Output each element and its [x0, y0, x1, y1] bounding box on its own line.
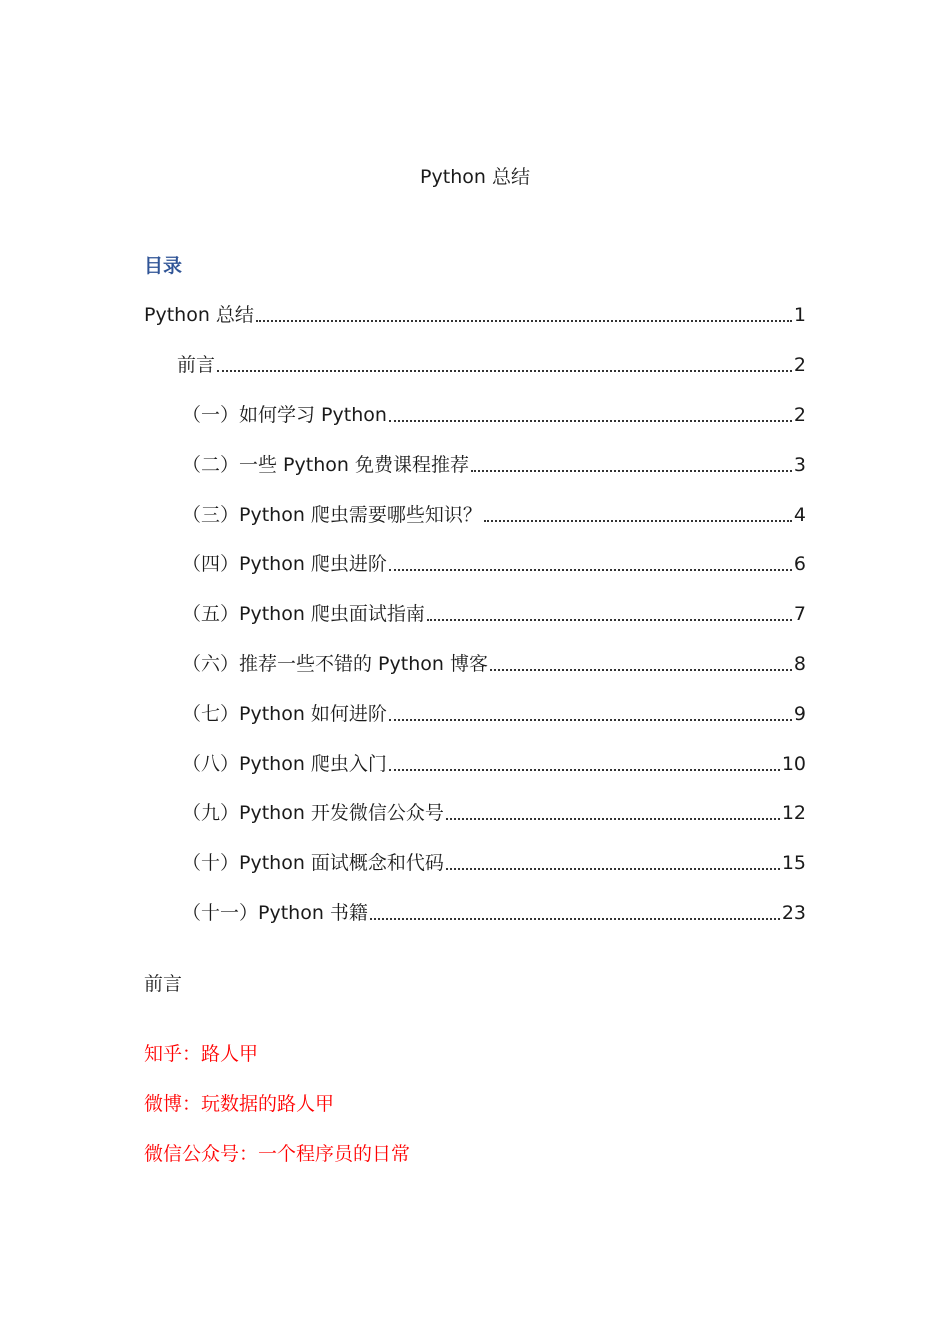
toc-entry-page: 6 — [793, 553, 806, 575]
toc-entry-label: （五）Python 爬虫面试指南 — [182, 603, 425, 625]
toc-entry-label: （二）一些 Python 免费课程推荐 — [182, 454, 469, 476]
toc-leader-dots — [256, 320, 792, 322]
toc-entry-page: 1 — [793, 304, 806, 326]
toc-entry[interactable] — [182, 849, 806, 877]
toc-entry[interactable] — [182, 700, 806, 728]
toc-entry-label: （六）推荐一些不错的 Python 博客 — [182, 653, 488, 675]
toc-entry-page: 12 — [781, 802, 806, 824]
toc-entry-page: 23 — [781, 902, 806, 924]
toc-entry[interactable] — [182, 600, 806, 628]
toc-entry-page: 15 — [781, 852, 806, 874]
toc-entry-label: （九）Python 开发微信公众号 — [182, 802, 444, 824]
toc-entry-page: 10 — [781, 753, 806, 775]
toc-leader-dots — [427, 619, 792, 621]
toc-leader-dots — [389, 569, 792, 571]
toc-leader-dots — [490, 669, 792, 671]
toc-entry[interactable] — [182, 451, 806, 479]
toc-entry[interactable] — [182, 501, 806, 529]
toc-leader-dots — [389, 769, 780, 771]
document-title: Python 总结 — [420, 166, 530, 188]
toc-entry[interactable] — [182, 899, 806, 927]
contact-zhihu: 知乎：路人甲 — [144, 1043, 259, 1065]
toc-entry[interactable] — [182, 650, 806, 678]
toc-entry-page: 8 — [793, 653, 806, 675]
toc-entry-label: （三）Python 爬虫需要哪些知识？ — [182, 504, 482, 526]
toc-entry-page: 9 — [793, 703, 806, 725]
toc-entry-label: （一）如何学习 Python — [182, 404, 387, 426]
contact-wechat: 微信公众号：一个程序员的日常 — [144, 1143, 411, 1165]
toc-entry[interactable] — [182, 401, 806, 429]
toc-leader-dots — [484, 520, 792, 522]
toc-entry[interactable] — [182, 550, 806, 578]
toc-entry[interactable] — [182, 750, 806, 778]
toc-leader-dots — [471, 470, 792, 472]
toc-entry-label: （十）Python 面试概念和代码 — [182, 852, 444, 874]
toc-entry-page: 7 — [793, 603, 806, 625]
contact-weibo: 微博：玩数据的路人甲 — [144, 1093, 335, 1115]
toc-entry-label: （十一）Python 书籍 — [182, 902, 368, 924]
toc-entry-page: 3 — [793, 454, 806, 476]
toc-entry-page: 2 — [793, 404, 806, 426]
toc-entry[interactable] — [177, 351, 806, 379]
toc-leader-dots — [389, 420, 792, 422]
toc-leader-dots — [446, 818, 780, 820]
toc-leader-dots — [217, 370, 792, 372]
toc-entry-label: （四）Python 爬虫进阶 — [182, 553, 387, 575]
toc-entry-page: 2 — [793, 354, 806, 376]
toc-leader-dots — [370, 918, 780, 920]
toc-entry-label: （七）Python 如何进阶 — [182, 703, 387, 725]
toc-entry-label: 前言 — [177, 354, 216, 376]
toc-heading: 目录 — [144, 255, 183, 277]
toc-leader-dots — [446, 868, 780, 870]
toc-entry[interactable] — [144, 301, 806, 329]
section-heading: 前言 — [144, 973, 183, 995]
toc-entry-page: 4 — [793, 504, 806, 526]
toc-entry-label: （八）Python 爬虫入门 — [182, 753, 387, 775]
toc-entry-label: Python 总结 — [144, 304, 254, 326]
toc-entry[interactable] — [182, 799, 806, 827]
toc-leader-dots — [389, 719, 792, 721]
